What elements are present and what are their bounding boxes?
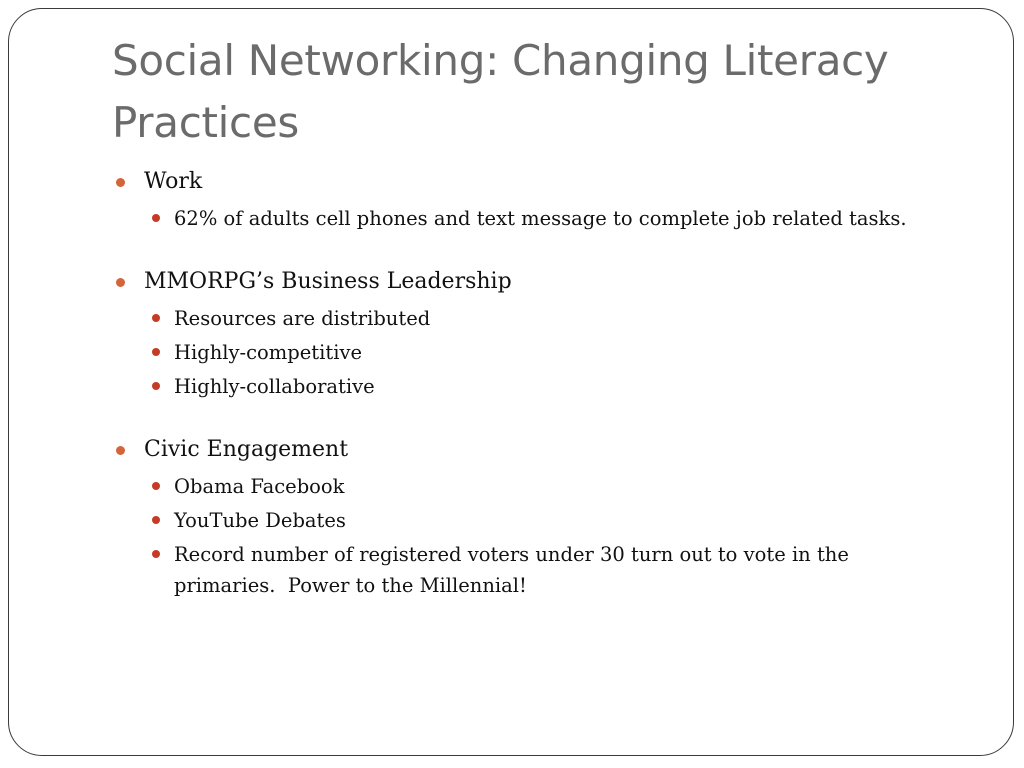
list-item xyxy=(112,337,972,368)
list-item-text: Highly-competitive xyxy=(174,341,363,364)
list-item xyxy=(112,303,972,334)
list-item xyxy=(112,471,972,502)
list-item xyxy=(112,203,972,234)
slide-body xyxy=(112,164,972,603)
bullet-icon xyxy=(152,516,160,524)
list-item-text: 62% of adults cell phones and text message to complete job related tasks. xyxy=(174,207,907,230)
bullet-icon xyxy=(152,382,160,390)
bullet-icon xyxy=(116,446,125,455)
list-item-text: Obama Facebook xyxy=(174,475,345,498)
list-item xyxy=(112,539,914,601)
section-heading-work xyxy=(112,164,972,200)
section-heading-mmorpg xyxy=(112,264,972,300)
bullet-icon xyxy=(116,178,125,187)
slide-title: Social Networking: Changing Literacy Practices xyxy=(112,36,889,147)
bullet-icon xyxy=(152,348,160,356)
section-heading-label: MMORPG’s Business Leadership xyxy=(144,269,512,294)
list-item-text: Record number of registered voters under 30 turn out to vote in the primaries. Power to the Millennial! xyxy=(174,543,856,597)
bullet-icon xyxy=(152,550,160,558)
list-item-text: Highly-collaborative xyxy=(174,375,375,398)
list-item-text: Resources are distributed xyxy=(174,307,431,330)
bullet-icon xyxy=(152,314,160,322)
section-heading-label: Civic Engagement xyxy=(144,437,349,462)
list-item xyxy=(112,505,972,536)
bullet-icon xyxy=(152,214,160,222)
section-heading-civic xyxy=(112,432,972,468)
list-item xyxy=(112,371,972,402)
list-item-text: YouTube Debates xyxy=(174,509,346,532)
bullet-icon xyxy=(152,482,160,490)
bullet-icon xyxy=(116,278,125,287)
section-heading-label: Work xyxy=(144,169,203,194)
